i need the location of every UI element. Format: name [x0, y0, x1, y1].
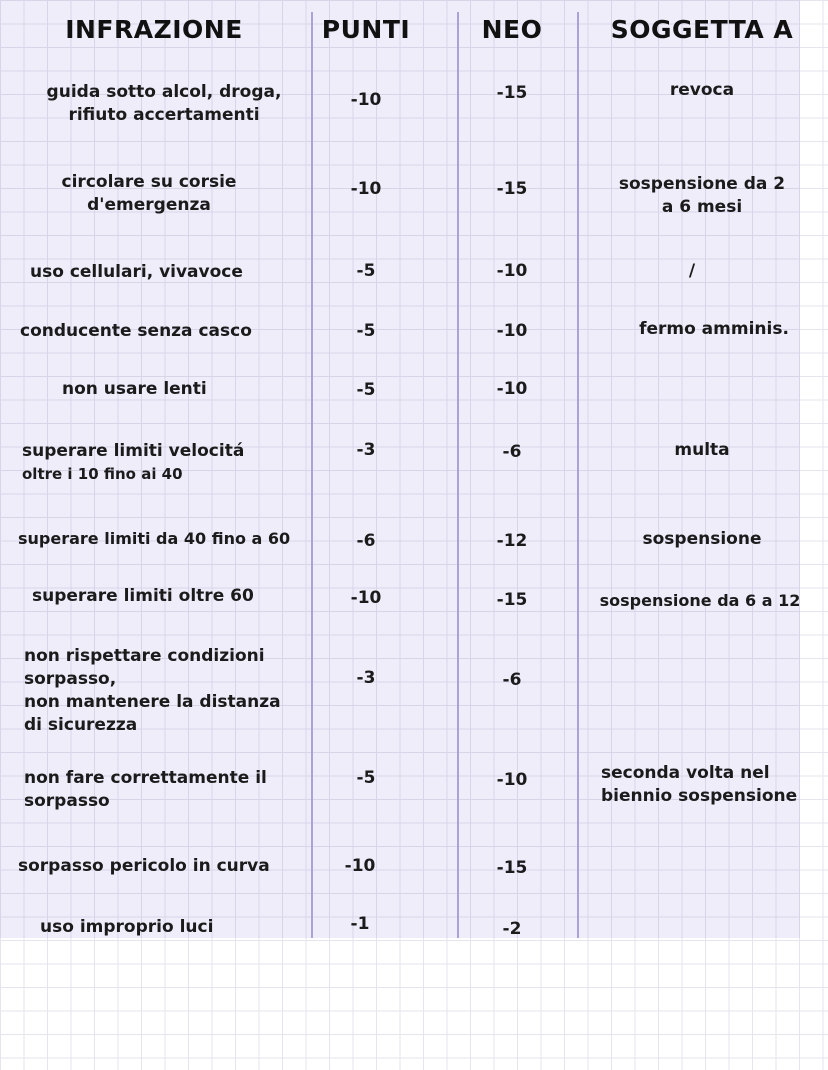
row-neo: -15	[496, 179, 528, 199]
row-punti: -3	[356, 668, 376, 688]
row-infrazione-line: superare limiti velocitá	[22, 441, 245, 461]
header-neo: NEO	[481, 15, 543, 44]
row-punti: -10	[350, 90, 382, 110]
row-soggetta-line: seconda volta nel	[601, 763, 770, 783]
row-infrazione-line: guida sotto alcol, droga,	[46, 82, 282, 102]
row-infrazione	[18, 855, 318, 878]
row-infrazione	[22, 440, 322, 486]
row-infrazione-line: conducente senza casco	[20, 321, 252, 341]
row-infrazione-line: sorpasso pericolo in curva	[18, 856, 270, 876]
row-neo: -2	[502, 919, 522, 939]
column-divider-soggetta	[577, 12, 579, 938]
row-infrazione	[24, 645, 324, 737]
row-infrazione-line: uso cellulari, vivavoce	[30, 262, 243, 282]
row-soggetta-line: biennio sospensione	[601, 786, 798, 806]
row-infrazione	[18, 527, 318, 550]
row-infrazione-line: non rispettare condizioni	[24, 646, 265, 666]
row-soggetta	[584, 439, 820, 462]
row-punti: -10	[344, 856, 376, 876]
row-punti: -10	[350, 588, 382, 608]
row-soggetta	[601, 762, 811, 808]
row-punti: -5	[356, 261, 376, 281]
row-infrazione	[20, 320, 320, 343]
row-punti: -1	[350, 914, 370, 934]
row-neo: -6	[502, 670, 522, 690]
row-punti: -5	[356, 768, 376, 788]
row-soggetta-line: a 6 mesi	[661, 197, 743, 217]
row-infrazione	[14, 81, 314, 127]
row-neo: -10	[496, 379, 528, 399]
row-infrazione-line: sorpasso	[24, 791, 110, 811]
row-soggetta-line: revoca	[669, 80, 735, 100]
row-neo: -15	[496, 83, 528, 103]
row-neo: -12	[496, 531, 528, 551]
row-infrazione-line: sorpasso,	[24, 669, 117, 689]
row-infrazione	[30, 261, 330, 284]
row-soggetta-line: sospensione da 6 a 12	[599, 591, 801, 610]
row-punti: -10	[350, 179, 382, 199]
row-soggetta	[586, 589, 814, 612]
row-neo: -10	[496, 321, 528, 341]
row-neo: -15	[496, 590, 528, 610]
row-infrazione-line: non mantenere la distanza	[24, 692, 281, 712]
row-infrazione-line: non fare correttamente il	[24, 768, 267, 788]
row-infrazione	[40, 916, 340, 939]
row-neo: -6	[502, 442, 522, 462]
row-punti: -5	[356, 321, 376, 341]
row-infrazione-line: circolare su corsie	[61, 172, 237, 192]
row-infrazione-line: d'emergenza	[87, 195, 211, 215]
row-soggetta	[584, 79, 820, 102]
row-infrazione-line: rifiuto accertamenti	[68, 105, 260, 125]
header-soggetta: SOGGETTA A	[610, 15, 794, 44]
header-infrazione: INFRAZIONE	[65, 15, 243, 44]
row-infrazione-line: superare limiti oltre 60	[32, 586, 254, 606]
row-soggetta-line: sospensione	[642, 529, 762, 549]
row-infrazione-line: non usare lenti	[62, 379, 207, 399]
row-soggetta-line: fermo amminis.	[639, 319, 789, 339]
column-divider-neo	[457, 12, 459, 938]
row-soggetta	[574, 260, 810, 283]
row-soggetta	[584, 173, 820, 219]
row-neo: -10	[496, 261, 528, 281]
row-punti: -5	[356, 380, 376, 400]
row-soggetta-line: multa	[674, 440, 730, 460]
row-infrazione	[24, 767, 324, 813]
row-infrazione-line: superare limiti da 40 fino a 60	[18, 529, 291, 548]
row-soggetta	[596, 318, 828, 341]
row-infrazione	[32, 585, 332, 608]
row-punti: -6	[356, 531, 376, 551]
row-soggetta-line: /	[688, 261, 696, 281]
row-neo: -10	[496, 770, 528, 790]
row-infrazione	[14, 171, 284, 217]
row-soggetta	[584, 528, 820, 551]
row-neo: -15	[496, 858, 528, 878]
row-infrazione-line: oltre i 10 fino ai 40	[22, 465, 183, 483]
row-infrazione-line: uso improprio luci	[40, 917, 214, 937]
row-soggetta-line: sospensione da 2	[618, 174, 786, 194]
header-punti: PUNTI	[321, 15, 411, 44]
row-infrazione-line: di sicurezza	[24, 715, 138, 735]
row-punti: -3	[356, 440, 376, 460]
